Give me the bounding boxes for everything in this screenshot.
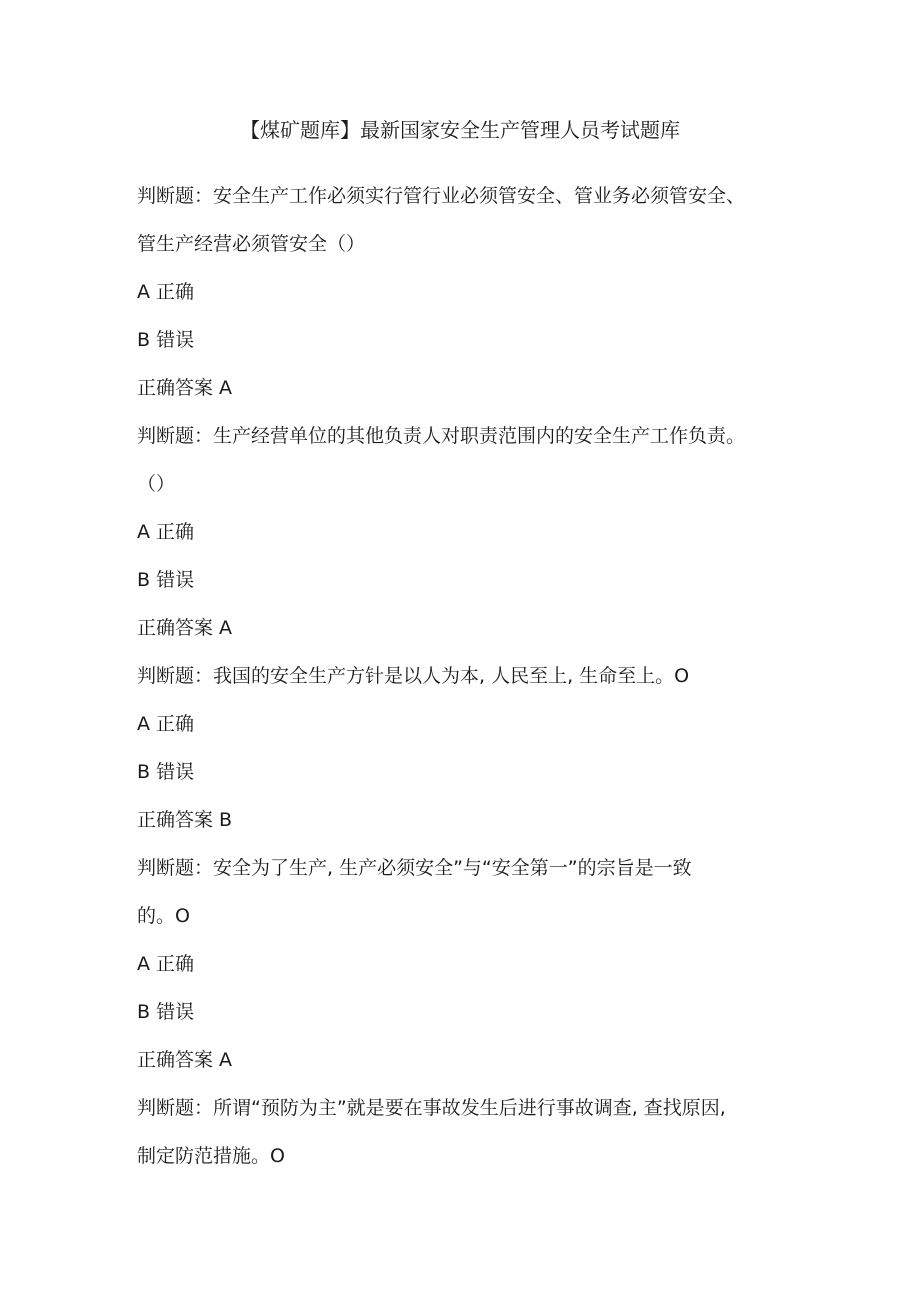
question-4-option-b: B 错误 <box>137 1001 195 1023</box>
question-3-option-b: B 错误 <box>137 761 195 783</box>
question-4-option-a: A 正确 <box>137 953 195 975</box>
question-3-option-a: A 正确 <box>137 713 195 735</box>
document-title: 【煤矿题库】最新国家安全生产管理人员考试题库 <box>240 118 680 142</box>
question-4-answer: 正确答案 A <box>137 1049 233 1071</box>
question-1-option-a: A 正确 <box>137 281 195 303</box>
question-2-text-line-2: （） <box>137 473 176 495</box>
question-3-text-line-1: 判断题：我国的安全生产方针是以人为本, 人民至上, 生命至上。O <box>137 665 690 687</box>
question-2-answer: 正确答案 A <box>137 617 233 639</box>
question-1-option-b: B 错误 <box>137 329 195 351</box>
question-2-text-line-1: 判断题：生产经营单位的其他负责人对职责范围内的安全生产工作负责。 <box>137 425 746 447</box>
question-2-option-a: A 正确 <box>137 521 195 543</box>
question-3-answer: 正确答案 B <box>137 809 233 831</box>
question-4-text-line-2: 的。O <box>137 905 190 927</box>
question-1-text-line-1: 判断题：安全生产工作必须实行管行业必须管安全、管业务必须管安全、 <box>137 185 746 207</box>
question-1-answer: 正确答案 A <box>137 377 233 399</box>
question-4-text-line-1: 判断题：安全为了生产, 生产必须安全”与“安全第一”的宗旨是一致 <box>137 857 692 879</box>
question-5-text-line-2: 制定防范措施。O <box>137 1145 285 1167</box>
question-2-option-b: B 错误 <box>137 569 195 591</box>
question-1-text-line-2: 管生产经营必须管安全（） <box>137 233 366 255</box>
question-5-text-line-1: 判断题：所谓“预防为主”就是要在事故发生后进行事故调查, 查找原因, <box>137 1097 726 1119</box>
